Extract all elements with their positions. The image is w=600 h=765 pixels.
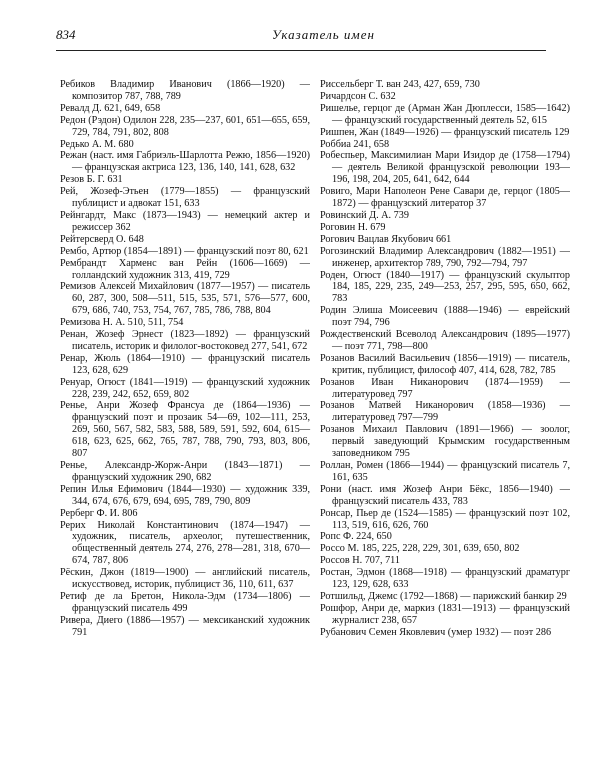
index-entry: Резов Б. Г. 631	[60, 174, 123, 186]
index-entry: Рембо, Артюр (1854—1891) — французский поэт 80, 621	[60, 245, 309, 257]
index-entry: Рейнгардт, Макс (1873—1943) — немецкий актер и режиссер 362	[60, 209, 310, 233]
index-entry: Робеспьер, Максимилиан Мари Изидор де (1758—1794) — деятель Великой французской революции 193—196, 198, 204, 205, 641, 642, 644	[320, 150, 570, 186]
index-entry: Рождественский Всеволод Александрович (1895—1977) — поэт 771, 798—800	[320, 329, 570, 352]
index-entry: Родин Элиша Моисеевич (1888—1946) — еврейский поэт 794, 796	[320, 305, 570, 329]
index-entry: Рогозинский Владимир Александрович (1882—1951) — инженер, архитектор 789, 790, 792—794, 797	[320, 245, 570, 269]
index-entry: Ричардсон С. 632	[320, 90, 396, 102]
index-entry: Ривера, Диего (1886—1957) — мексиканский художник 791	[60, 614, 310, 638]
index-entry: Рерберг Ф. И. 806	[60, 507, 138, 519]
page-number: 834	[56, 27, 76, 42]
index-entry: Рейтерсверд О. 648	[60, 233, 144, 245]
index-entry: Ремизов Алексей Михайлович (1877—1957) — писатель 60, 287, 300, 508—511, 515, 535, 571, 576—577, 600, 679, 686, 740, 753, 754, 767, 785, 786, 788, 804	[60, 281, 310, 317]
index-entry: Ростан, Эдмон (1868—1918) — французский драматург 123, 129, 628, 633	[320, 567, 570, 591]
right-column	[320, 79, 570, 639]
index-entry: Розанов Иван Никанорович (1874—1959) — литературовед 797	[320, 376, 570, 400]
index-entry: Репин Илья Ефимович (1844—1930) — художник 339, 344, 674, 676, 679, 694, 695, 789, 790, 809	[60, 483, 310, 507]
index-entry: Ренье, Александр-Жорж-Анри (1843—1871) — французский художник 290, 682	[60, 460, 310, 483]
index-entry: Россов Н. 707, 711	[320, 555, 400, 567]
index-entry: Ренуар, Огюст (1841—1919) — французский художник 228, 239, 242, 652, 659, 802	[60, 376, 310, 400]
index-entry: Рембрандт Харменс ван Рейн (1606—1669) — голландский художник 313, 419, 729	[60, 257, 310, 281]
index-entry: Ровинский Д. А. 739	[320, 209, 409, 221]
index-entry: Ропс Ф. 224, 650	[320, 531, 392, 543]
index-entry: Розанов Василий Васильевич (1856—1919) — писатель, критик, публицист, философ 407, 414, 628, 782, 785	[320, 352, 570, 376]
index-entry: Ренье, Анри Жозеф Франсуа де (1864—1936) — французский поэт и прозаик 54—69, 102—111, 253, 269, 560, 567, 582, 583, 588, 589, 591, 592, 604, 615—618, 623, 625, 662, 765, 787, 788, 790, 793, 803, 806, 807	[60, 400, 310, 460]
index-entry: Риссельберг Т. ван 243, 427, 659, 730	[320, 79, 480, 90]
index-entry: Роговин Н. 679	[320, 221, 386, 233]
running-title: Указатель имен	[272, 27, 375, 42]
index-entry: Ремизова Н. А. 510, 511, 754	[60, 317, 184, 329]
header-rule	[56, 50, 546, 51]
index-entry: Ребиков Владимир Иванович (1866—1920) — композитор 787, 788, 789	[60, 79, 310, 102]
index-entry: Ретиф де ла Бретон, Никола-Эдм (1734—1806) — французский писатель 499	[60, 590, 310, 614]
index-entry: Россо М. 185, 225, 228, 229, 301, 639, 650, 802	[320, 543, 520, 555]
index-entry: Рони (наст. имя Жозеф Анри Бёкс, 1856—1940) — французский писатель 433, 783	[320, 483, 570, 507]
index-entry: Роббиа 241, 658	[320, 138, 390, 150]
left-column	[60, 79, 310, 639]
index-entry: Ришпен, Жан (1849—1926) — французский писатель 129	[320, 126, 570, 138]
index-entry: Рёскин, Джон (1819—1900) — английский писатель, искусствовед, историк, публицист 36, 110, 611, 637	[60, 567, 310, 591]
index-entry: Рей, Жозеф-Этьен (1779—1855) — французский публицист и адвокат 151, 633	[60, 186, 310, 210]
index-entry: Ревалд Д. 621, 649, 658	[60, 102, 161, 114]
page-header	[56, 27, 546, 47]
index-entry: Ришелье, герцог де (Арман Жан Дюплесси, 1585—1642) — французский государственный деятель 52, 615	[320, 102, 570, 126]
index-entry: Режан (наст. имя Габриэль-Шарлотта Режю, 1856—1920) — французская актриса 123, 136, 140, 141, 628, 632	[60, 150, 310, 174]
index-entry: Редько А. М. 680	[60, 138, 134, 150]
index-entry: Рубанович Семен Яковлевич (умер 1932) — поэт 286	[320, 626, 552, 638]
index-entry: Роллан, Ромен (1866—1944) — французский писатель 7, 161, 635	[320, 460, 570, 483]
index-entry: Ровиго, Мари Наполеон Рене Савари де, герцог (1805—1872) — французский литератор 37	[320, 186, 570, 210]
index-entry: Ротшильд, Джемс (1792—1868) — парижский банкир 29	[320, 590, 567, 602]
index-entry: Розанов Матвей Никанорович (1858—1936) — литературовед 797—799	[320, 400, 570, 424]
index-entry: Рошфор, Анри де, маркиз (1831—1913) — французский журналист 238, 657	[320, 602, 570, 626]
index-entry: Ронсар, Пьер де (1524—1585) — французский поэт 102, 113, 519, 616, 626, 760	[320, 507, 570, 531]
index-entry: Ренан, Жозеф Эрнест (1823—1892) — французский писатель, историк и филолог-востоковед 277, 541, 672	[60, 329, 310, 352]
index-entry: Ренар, Жюль (1864—1910) — французский писатель 123, 628, 629	[60, 352, 310, 376]
index-entry: Рогович Вацлав Якубович 661	[320, 233, 452, 245]
index-entry: Редон (Рэдон) Одилон 228, 235—237, 601, 651—655, 659, 729, 784, 791, 802, 808	[60, 114, 310, 138]
index-entry: Рерих Николай Константинович (1874—1947) — художник, писатель, археолог, путешественник, общественный деятель 274, 276, 278—281, 318, 670—674, 787, 806	[60, 519, 310, 567]
index-entry: Роден, Огюст (1840—1917) — французский скульптор 184, 185, 229, 235, 249—253, 257, 295, 595, 650, 662, 783	[320, 269, 570, 305]
index-entry: Розанов Михаил Павлович (1891—1966) — зоолог, первый заведующий Крымским государственным заповедником 795	[320, 424, 570, 460]
